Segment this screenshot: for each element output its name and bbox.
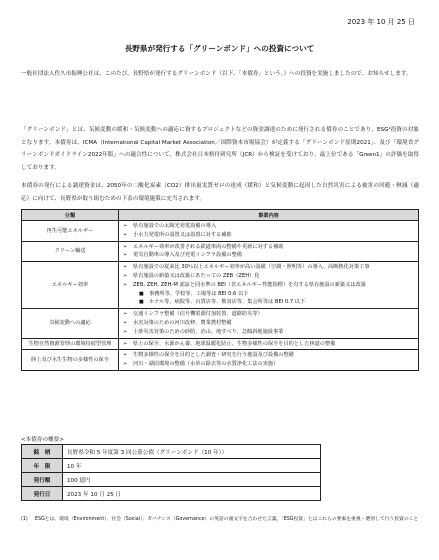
table-row: [22, 338, 419, 350]
intro-paragraph: 一般社団法人佐久市振興公社は、このたび、長野県が発行するグリーンボンド（以下、「本債券」という。）への投資を実施しましたので、お知らせします。: [21, 71, 412, 77]
footnote: [21, 514, 419, 525]
bullet-text: 小水力発電所の設置又は設置に対する補助: [133, 231, 232, 238]
bullet-text: エネルギー効率が改善される鉄道車両の整備や更新に対する補助: [133, 243, 284, 250]
bullet-text: 交通インフラ整備（信号機電源付加装置、道路防災等）: [133, 311, 263, 318]
arrow-bullet-icon: ➢: [123, 281, 128, 288]
category-cell: 気候変動への適応: [22, 309, 119, 338]
overview-label: 発行額: [22, 473, 63, 487]
bullet-item: [123, 251, 415, 260]
items-cell: [119, 221, 419, 242]
overview-value: 100 億円: [63, 473, 321, 487]
arrow-bullet-icon: ➢: [123, 264, 128, 271]
arrow-bullet-icon: ➢: [123, 319, 128, 326]
category-cell: クリーン輸送: [22, 241, 119, 262]
overview-label: 年 限: [22, 459, 63, 473]
items-cell: [119, 309, 419, 338]
arrow-bullet-icon: ➢: [123, 311, 128, 318]
bullet-text: 水害対策のための河川改修、農業農村整備: [133, 319, 232, 326]
bullet-item: [123, 222, 415, 231]
overview-row: [22, 487, 321, 501]
category-cell: エネルギー効率: [22, 262, 119, 309]
arrow-bullet-icon: ➢: [123, 340, 128, 347]
arrow-bullet-icon: ➢: [123, 352, 128, 359]
use-of-funds-paragraph: 本債券の発行による調達資金は、2050年の二酸化炭素（CO2）排出量実質ゼロの達成（緩和）と気候変動に起因した自然災害による被害の回避・軽減（適応）に向けて、長野県が取り組むための下表の環境施策に充当されます。: [21, 183, 419, 202]
bullet-text: 生物多様性の保全を目的とした調査・研究を行う施設及び設備の整備: [133, 352, 294, 359]
overview-label: 発行日: [22, 487, 63, 501]
bullet-text: ZEB, ZEH, ZEH-M 認証と同水準の BEI（省エネルギー性能指標）を有する県有施設の新築又は改築: [133, 281, 366, 288]
items-cell: [119, 338, 419, 350]
bullet-text: 県有施設での従来比 30％以上エネルギー効率が高い設備（空調・照明等）の導入、高断熱化対策工事: [133, 264, 370, 271]
bullet-text: 県有施設での太陽光発電設備の導入: [133, 223, 217, 229]
bullet-text: 事務所等、学校等、工場等は BEI 0.6 以下: [149, 290, 249, 297]
bullet-item: [123, 319, 415, 328]
overview-value: 2023 年 10 月 25 日: [63, 487, 321, 501]
overview-value: 長野県令和 5 年度第 3 回公募公債（グリーンボンド（10 年））: [63, 445, 321, 459]
footnote-text: ESGとは、環境（Environment）、社会（Social）、ガバナンス（Governance）の英語の頭文字を合わせた言葉。「ESG投資」とはこれらの要素を重視・選別して行う投資のこと: [35, 517, 419, 522]
arrow-bullet-icon: ➢: [123, 272, 128, 279]
bond-overview-table: [21, 444, 321, 501]
header-category: 分類: [22, 210, 119, 221]
overview-row: [22, 459, 321, 473]
bullet-item: [123, 310, 415, 319]
square-bullet-icon: ■: [139, 290, 144, 297]
items-cell: [119, 262, 419, 309]
footnote-number: (1): [21, 517, 28, 522]
table-row: [22, 309, 419, 338]
bullet-item: [123, 231, 415, 240]
table-row: [22, 241, 419, 262]
overview-row: [22, 473, 321, 487]
bullet-text: 県土の保全、水源かん養、地球温暖化防止、生物多様性の保全を目的とした林道の整備: [133, 340, 336, 347]
table-row: [22, 221, 419, 242]
overview-value: 10 年: [63, 459, 321, 473]
category-cell: 陸上及び水生生物の多様性の保全: [22, 350, 119, 371]
square-bullet-icon: ■: [139, 299, 144, 306]
bullet-text: ホテル等、病院等、百貨店等、飲食店等、集会所等は BEI 0.7 以下: [149, 299, 306, 306]
bullet-text: 河川・湖沼環境の整備（水草の除去等の水質浄化工法の実施）: [133, 361, 279, 368]
definition-paragraph: 「グリーンボンド」とは、気候変動の緩和・気候変動への適応に資するプロジェクトなどの資金調達のために発行される債券のことであり、ESG¹投資の対象となります。本債券は、ICMA（International Capital Market Association／国際資本市場協会）が定義する「グリーンボンド原則2021」、及び「環境省グリーンボンドガイドライン2022年版」への適合性について、株式会社日本格付研究所（JCR）から検証を受けており、最上位である「Green1」の評価を取得しております。: [21, 127, 419, 171]
arrow-bullet-icon: ➢: [123, 361, 128, 368]
eligible-projects-table: [21, 209, 419, 371]
bullet-item: [123, 243, 415, 252]
arrow-bullet-icon: ➢: [123, 231, 128, 238]
sub-bullet-item: [123, 298, 415, 307]
items-cell: [119, 241, 419, 262]
category-cell: 生物自然資源管理の環境持続型管理: [22, 338, 119, 350]
header-content: 事業内容: [119, 210, 419, 221]
bullet-item: [123, 281, 415, 290]
overview-row: [22, 445, 321, 459]
table-row: [22, 262, 419, 309]
table-header-row: [22, 210, 419, 221]
arrow-bullet-icon: ➢: [123, 328, 128, 335]
bullet-item: [123, 272, 415, 281]
bullet-text: 県有施設の新築又は改築にあたっての ZEB（ZEH）化: [133, 272, 260, 279]
arrow-bullet-icon: ➢: [123, 243, 128, 250]
items-cell: [119, 350, 419, 371]
bullet-item: [123, 328, 415, 337]
bullet-item: [123, 351, 415, 360]
table-row: [22, 350, 419, 371]
category-cell: 再生可能エネルギー: [22, 221, 119, 242]
arrow-bullet-icon: ➢: [123, 223, 128, 229]
overview-label: 銘 柄: [22, 445, 63, 459]
bullet-text: 土砂災害対策のための砂防、治山、地すべり、急傾斜地施設事業: [133, 328, 284, 335]
bullet-item: [123, 360, 415, 369]
bullet-text: 電気自動車の導入及び充電インフラ設備の整備: [133, 252, 242, 259]
document-title: 長野県が発行する「グリーンボンド」への投資について: [124, 44, 315, 53]
bullet-item: [123, 340, 415, 349]
overview-title: <本債券の概要>: [21, 437, 64, 443]
sub-bullet-item: [123, 290, 415, 299]
document-date: 2023 年 10 月 25 日: [347, 18, 415, 26]
bullet-item: [123, 263, 415, 272]
arrow-bullet-icon: ➢: [123, 252, 128, 259]
